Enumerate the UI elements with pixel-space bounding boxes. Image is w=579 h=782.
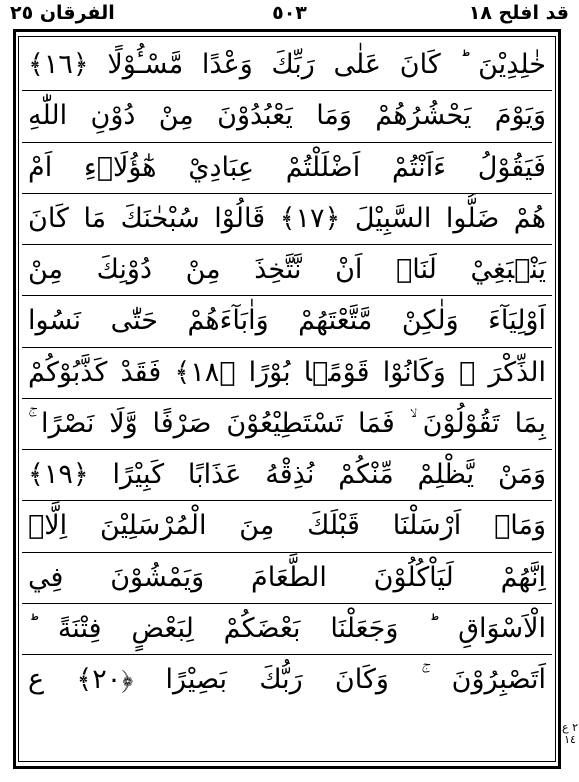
verse-line-7	[22, 348, 552, 399]
page-header	[0, 0, 579, 30]
verse-text: وَمَنْ يَّظْلِمْ مِّنْكُمْ نُذِقْهُ عَذَابًا كَبِيْرًا ﴿١٩﴾	[28, 459, 546, 491]
verse-text: وَمَاۤ اَرْسَلْنَا قَبْلَكَ مِنَ الْمُرْسَلِيْنَ اِلَّاۤ	[28, 510, 546, 542]
verse-line-9	[22, 450, 552, 501]
verse-lines	[22, 40, 552, 758]
surah-name: الفرقان ٢٥	[10, 2, 115, 24]
verse-text: فَيَقُوْلُ ءَاَنْتُمْ اَضْلَلْتُمْ عِبَادِيْ هٰٓؤُلَاۤءِ اَمْ	[28, 151, 546, 183]
verse-line-8	[22, 399, 552, 450]
verse-text: خٰلِدِيْنَ ؕ كَانَ عَلٰى رَبِّكَ وَعْدًا مَّسْـُٔوْلًا ﴿١٦﴾	[28, 49, 546, 80]
verse-line-10	[22, 501, 552, 552]
verse-line-2	[22, 91, 552, 142]
verse-line-1	[22, 40, 552, 91]
verse-line-5	[22, 245, 552, 296]
verse-text: وَيَوْمَ يَحْشُرُهُمْ وَمَا يَعْبُدُوْنَ مِنْ دُوْنِ اللّٰهِ	[28, 100, 546, 132]
ruku-marker: ٢ ع ١٤	[562, 721, 578, 746]
verse-text: بِمَا تَقُوْلُوْنَ ۙ فَمَا تَسْتَطِيْعُوْنَ صَرْفًا وَّلَا نَصْرًا ۚ	[28, 407, 546, 439]
verse-line-6	[22, 296, 552, 347]
verse-text: يَنْۢبَغِيْ لَنَاۤ اَنْ نَّتَّخِذَ مِنْ دُوْنِكَ مِنْ	[28, 254, 546, 286]
verse-text: الذِّكْرَ ۚ وَكَانُوْا قَوْمًۢا بُوْرًا ﴿١٨﴾ فَقَدْ كَذَّبُوْكُمْ	[28, 356, 546, 388]
verse-line-3	[22, 143, 552, 194]
verse-text: الْاَسْوَاقِ ؕ وَجَعَلْنَا بَعْضَكُمْ لِبَعْضٍ فِتْنَةً ؕ	[28, 612, 546, 644]
verse-line-4	[22, 194, 552, 245]
verse-line-12	[22, 604, 552, 655]
verse-line-11	[22, 553, 552, 604]
verse-text: اِنَّهُمْ لَيَاْكُلُوْنَ الطَّعَامَ وَيَمْشُوْنَ فِي	[28, 561, 546, 593]
page-number: ٥٠٣	[272, 2, 307, 24]
verse-text: اَوْلِيَآءَ وَلٰكِنْ مَّتَّعْتَهُمْ وَاٰبَآءَهُمْ حَتّٰى نَسُوا	[28, 305, 546, 337]
verse-text: هُمْ ضَلُّوا السَّبِيْلَ ﴿١٧﴾ قَالُوْا سُبْحٰنَكَ مَا كَانَ	[28, 202, 546, 234]
juz-name: قد افلح ١٨	[468, 2, 569, 24]
verse-text: اَتَصْبِرُوْنَ ۚ وَكَانَ رَبُّكَ بَصِيْرًا ﴿٢٠﴾ ع	[28, 664, 546, 696]
verse-line-13	[22, 655, 552, 706]
